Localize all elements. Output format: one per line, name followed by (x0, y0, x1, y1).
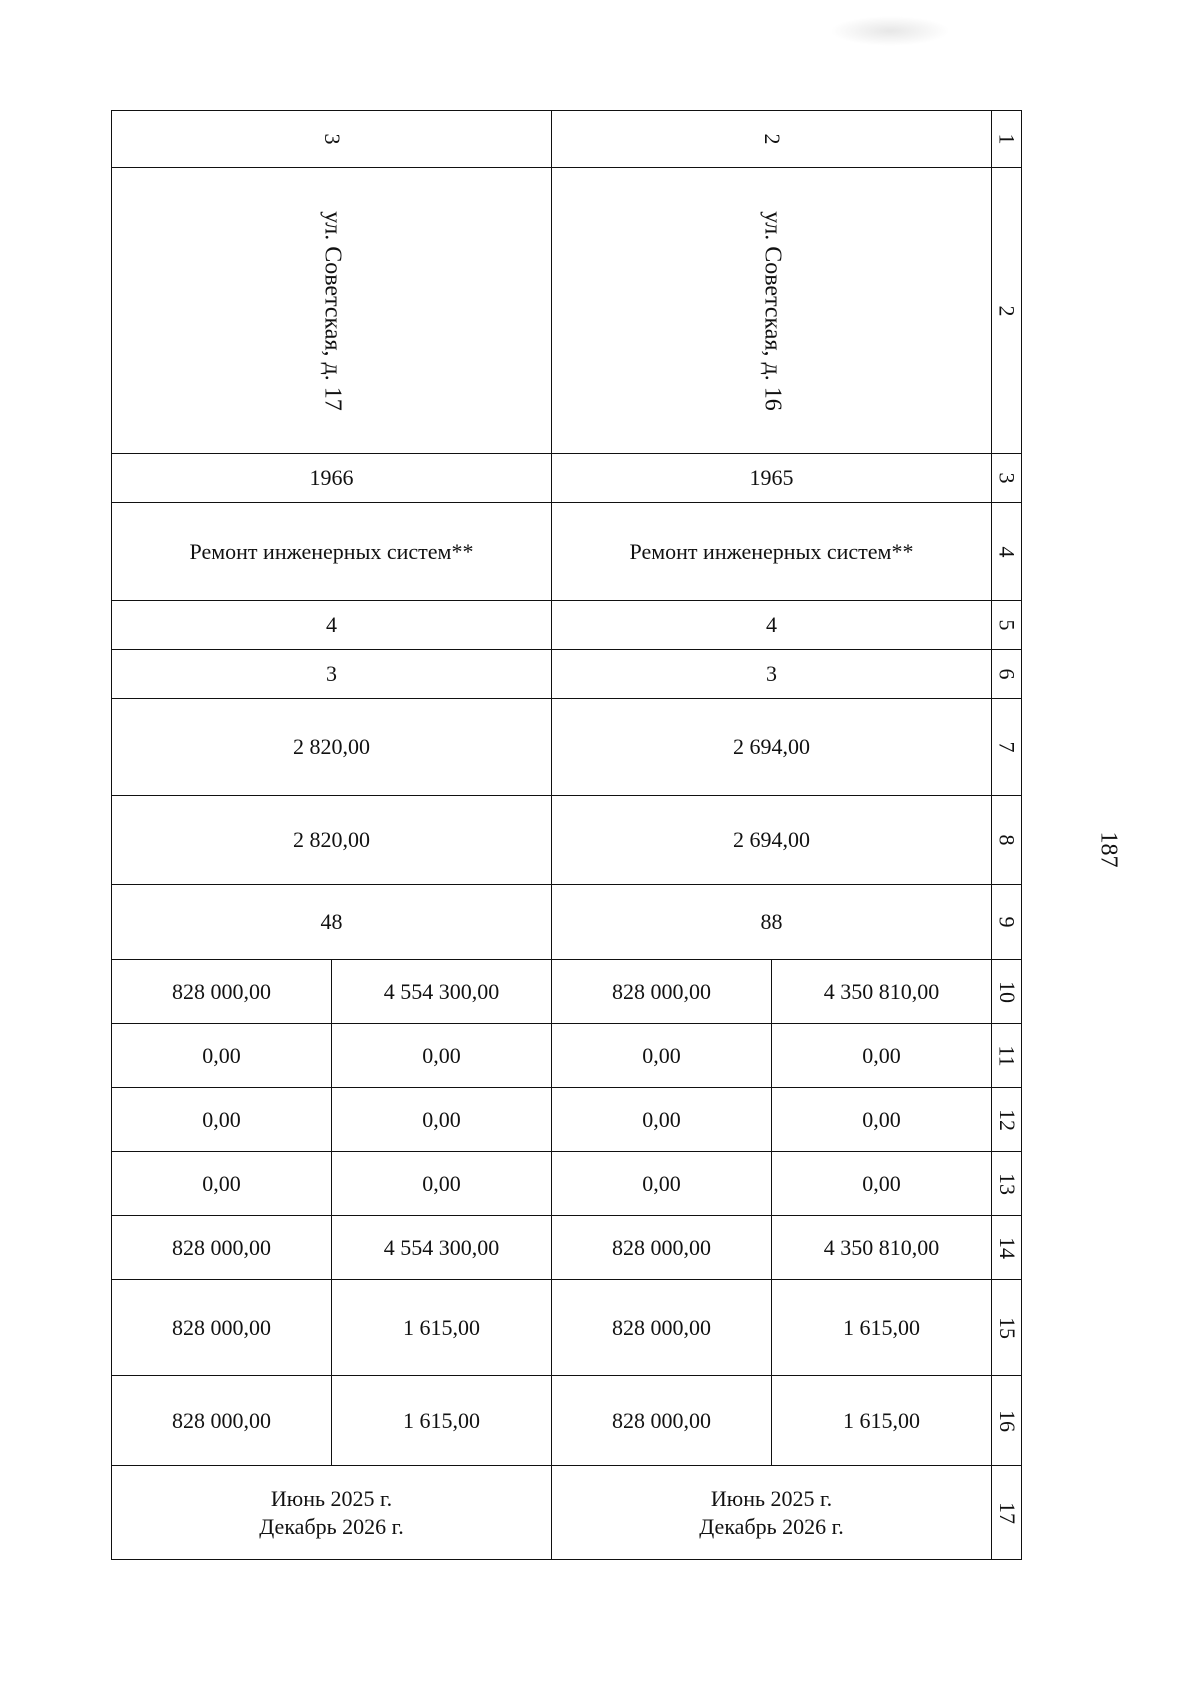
amount-cell: 4 554 300,00 (332, 960, 552, 1024)
column-index: 11 (992, 1024, 1022, 1088)
table-row (112, 960, 1022, 1024)
amount-cell: 828 000,00 (552, 1376, 772, 1466)
amount-cell: 828 000,00 (112, 1376, 332, 1466)
period-start: Июнь 2025 г. (710, 1485, 833, 1511)
work-type-cell: Ремонт инженерных систем** (552, 503, 992, 601)
table-row (112, 699, 1022, 796)
table-row (112, 1024, 1022, 1088)
column-index: 3 (992, 454, 1022, 503)
column-index: 12 (992, 1088, 1022, 1152)
amount-cell: 828 000,00 (112, 1280, 332, 1376)
area-cell: 2 820,00 (112, 699, 552, 796)
column-index: 9 (992, 885, 1022, 960)
table-row (112, 111, 1022, 168)
page-number: 187 (1095, 831, 1122, 868)
address-cell: ул. Советская, д. 16 (552, 168, 992, 454)
column-index: 1 (992, 111, 1022, 168)
column-index: 6 (992, 650, 1022, 699)
amount-cell: 1 615,00 (772, 1280, 992, 1376)
row-number-cell: 2 (552, 111, 992, 168)
amount-cell: 828 000,00 (112, 960, 332, 1024)
column-index: 7 (992, 699, 1022, 796)
scan-smudge (830, 16, 950, 46)
amount-cell: 0,00 (772, 1152, 992, 1216)
column-index: 15 (992, 1280, 1022, 1376)
row-number-cell: 3 (112, 111, 552, 168)
table-row (112, 1152, 1022, 1216)
residents-cell: 88 (552, 885, 992, 960)
amount-cell: 1 615,00 (772, 1376, 992, 1466)
table-row (112, 601, 1022, 650)
amount-cell: 0,00 (112, 1088, 332, 1152)
amount-cell: 828 000,00 (552, 960, 772, 1024)
work-type-cell: Ремонт инженерных систем** (112, 503, 552, 601)
table-row (112, 796, 1022, 885)
year-cell: 1965 (552, 454, 992, 503)
amount-cell: 828 000,00 (552, 1280, 772, 1376)
amount-cell: 0,00 (112, 1152, 332, 1216)
table-row (112, 650, 1022, 699)
period-cell (112, 1466, 552, 1560)
amount-cell: 4 350 810,00 (772, 960, 992, 1024)
column-index: 14 (992, 1216, 1022, 1280)
period-end: Декабрь 2026 г. (259, 1513, 404, 1539)
amount-cell: 4 350 810,00 (772, 1216, 992, 1280)
table-row (112, 1466, 1022, 1560)
table-row (112, 1088, 1022, 1152)
data-cell: 3 (112, 650, 552, 699)
repair-schedule-table (111, 110, 1022, 1560)
data-cell: 4 (112, 601, 552, 650)
data-cell: 4 (552, 601, 992, 650)
amount-cell: 0,00 (332, 1152, 552, 1216)
table-row (112, 168, 1022, 454)
amount-cell: 0,00 (552, 1024, 772, 1088)
column-index: 10 (992, 960, 1022, 1024)
period-start: Июнь 2025 г. (270, 1485, 393, 1511)
address-cell: ул. Советская, д. 17 (112, 168, 552, 454)
column-index: 17 (992, 1466, 1022, 1560)
table-row (112, 885, 1022, 960)
table-row (112, 503, 1022, 601)
period-cell (552, 1466, 992, 1560)
table-row (112, 1216, 1022, 1280)
amount-cell: 1 615,00 (332, 1376, 552, 1466)
amount-cell: 828 000,00 (112, 1216, 332, 1280)
column-index: 16 (992, 1376, 1022, 1466)
table-row (112, 454, 1022, 503)
column-index: 8 (992, 796, 1022, 885)
amount-cell: 0,00 (552, 1152, 772, 1216)
amount-cell: 828 000,00 (552, 1216, 772, 1280)
amount-cell: 0,00 (772, 1024, 992, 1088)
amount-cell: 0,00 (552, 1088, 772, 1152)
residents-cell: 48 (112, 885, 552, 960)
area-cell: 2 694,00 (552, 699, 992, 796)
table-row (112, 1280, 1022, 1376)
amount-cell: 0,00 (332, 1088, 552, 1152)
data-cell: 3 (552, 650, 992, 699)
table-row (112, 1376, 1022, 1466)
year-cell: 1966 (112, 454, 552, 503)
column-index: 4 (992, 503, 1022, 601)
amount-cell: 0,00 (772, 1088, 992, 1152)
amount-cell: 0,00 (332, 1024, 552, 1088)
column-index: 2 (992, 168, 1022, 454)
column-index: 13 (992, 1152, 1022, 1216)
amount-cell: 1 615,00 (332, 1280, 552, 1376)
amount-cell: 4 554 300,00 (332, 1216, 552, 1280)
period-end: Декабрь 2026 г. (699, 1513, 844, 1539)
amount-cell: 0,00 (112, 1024, 332, 1088)
area-cell: 2 820,00 (112, 796, 552, 885)
column-index: 5 (992, 601, 1022, 650)
area-cell: 2 694,00 (552, 796, 992, 885)
